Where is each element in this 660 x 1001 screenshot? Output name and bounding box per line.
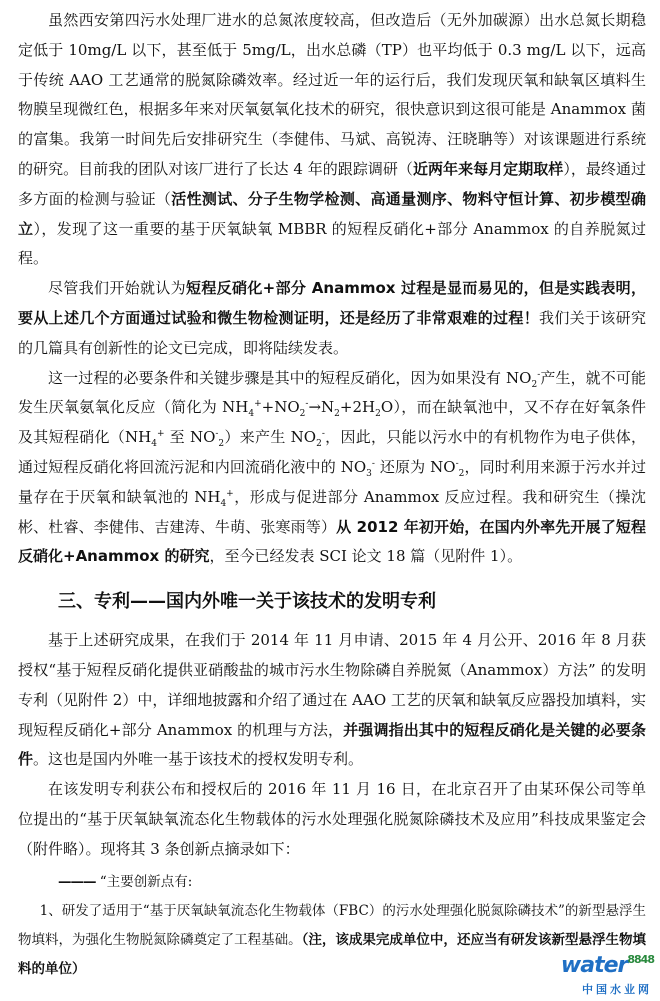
document-page xyxy=(18,6,646,984)
bold-phrase: 并强调指出其中的短程反硝化是关键的必要条件 xyxy=(18,720,646,769)
site-watermark xyxy=(536,953,654,997)
paragraph-2: 尽管我们开始就认为短程反硝化+部分 Anammox 过程是显而易见的，但是实践表明，要从上述几个方面通过试验和微生物检测证明，还是经历了非常艰难的过程！我们关于该研究的几篇具有创新性的论文已完成，即将陆续发表。 xyxy=(18,279,646,357)
bold-phrase: 近两年来每月定期取样 xyxy=(412,159,564,178)
paragraph-5: 在该发明专利获公布和授权后的 2016 年 11 月 16 日，在北京召开了由某环保公司等单位提出的“基于厌氧缺氧流态化生物载体的污水处理强化脱氮除磷技术及应用”科技成果鉴定会（附件略）。现将其 3 条创新点摘录如下： xyxy=(18,780,646,858)
bold-phrase: 活性测试、分子生物学检测、高通量测序、物料守恒计算、初步模型确立 xyxy=(18,189,646,238)
paragraph-3: 这一过程的必要条件和关键步骤是其中的短程反硝化，因为如果没有 $NO_2^-$产生，就不可能发生厌氧氨氧化反应（简化为 $NH_4^++NO_2^-\to N_2+2H_2O$），而在缺氧池中，又不存在好氧条件及其短程硝化（$NH_4^+$ 至 $NO^-_2$）来产生 $NO_2^-$，因此，只能以污水中的有机物作为电子供体，通过短程反硝化将回流污泥和内回流硝化液中的 $NO_3^-$ 还原为 $NO^-_2$，同时利用来源于污水并过量存在于厌氧和缺氧池的 $NH_4^+$，形成与促进部分 Anammox 反应过程。我和研究生（操沈彬、杜睿、李健伟、吉建涛、牛萌、张寒雨等）从 2012 年初开始，在国内外率先开展了短程反硝化+Anammox 的研究，至今已经发表 SCI 论文 18 篇（见附件 1）。 xyxy=(18,368,646,566)
paragraph-1: 虽然西安第四污水处理厂进水的总氮浓度较高，但改造后（无外加碳源）出水总氮长期稳定低于 10mg/L 以下，甚至低于 5mg/L，出水总磷（TP）也平均低于 0.3 mg/L 以下，远高于传统 AAO 工艺通常的脱氮除磷效率。经过近一年的运行后，我们发现厌氧和缺氧区填料生物膜呈现微红色，根据多年来对厌氧氨氧化技术的研究，很快意识到这很可能是 Anammox 菌的富集。我第一时间先后安排研究生（李健伟、马斌、高锐涛、汪晓聃等）对该课题进行系统的研究。目前我的团队对该厂进行了长达 4 年的跟踪调研（近两年来每月定期取样），最终通过多方面的检测与验证（活性测试、分子生物学检测、高通量测序、物料守恒计算、初步模型确立），发现了这一重要的基于厌氧缺氧 MBBR 的短程反硝化+部分 Anammox 的自养脱氮过程。 xyxy=(18,11,646,268)
paragraph-4: 基于上述研究成果，在我们于 2014 年 11 月申请、2015 年 4 月公开、2016 年 8 月获授权“基于短程反硝化提供亚硝酸盐的城市污水生物除磷自养脱氮（Anammox）方法” 的发明专利（见附件 2）中，详细地披露和介绍了通过在 AAO 工艺的厌氧和缺氧反应器投加填料，实现短程反硝化+部分 Anammox 的机理与方法，并强调指出其中的短程反硝化是关键的必要条件。这也是国内外唯一基于该技术的授权发明专利。 xyxy=(18,631,646,769)
bold-phrase: 短程反硝化+部分 Anammox 过程是显而易见的，但是实践表明，要从上述几个方面通过试验和微生物检测证明，还是经历了非常艰难的过程！ xyxy=(18,279,646,327)
editor-note: （注，该成果完成单位中，还应当有研发该新型悬浮生物填料的单位） xyxy=(18,931,647,977)
watermark-subtitle: 中国水业网 xyxy=(582,983,652,996)
bold-phrase: 从 2012 年初开始，在国内外率先开展了短程反硝化+Anammox 的研究 xyxy=(18,517,646,566)
quote-item: 1、研发了适用于“基于厌氧缺氧流态化生物载体（FBC）的污水处理强化脱氮除磷技术”的新型悬浮生物填料，为强化生物脱氮除磷奠定了工程基础。（注，该成果完成单位中，还应当有研发该新型悬浮生物填料的单位） xyxy=(18,902,647,977)
quote-heading: ——— “主要创新点有: xyxy=(58,873,193,890)
watermark-logo: water$^{8848}$ xyxy=(560,953,654,978)
section-heading: 三、专利——国内外唯一关于该技术的发明专利 xyxy=(58,591,436,613)
